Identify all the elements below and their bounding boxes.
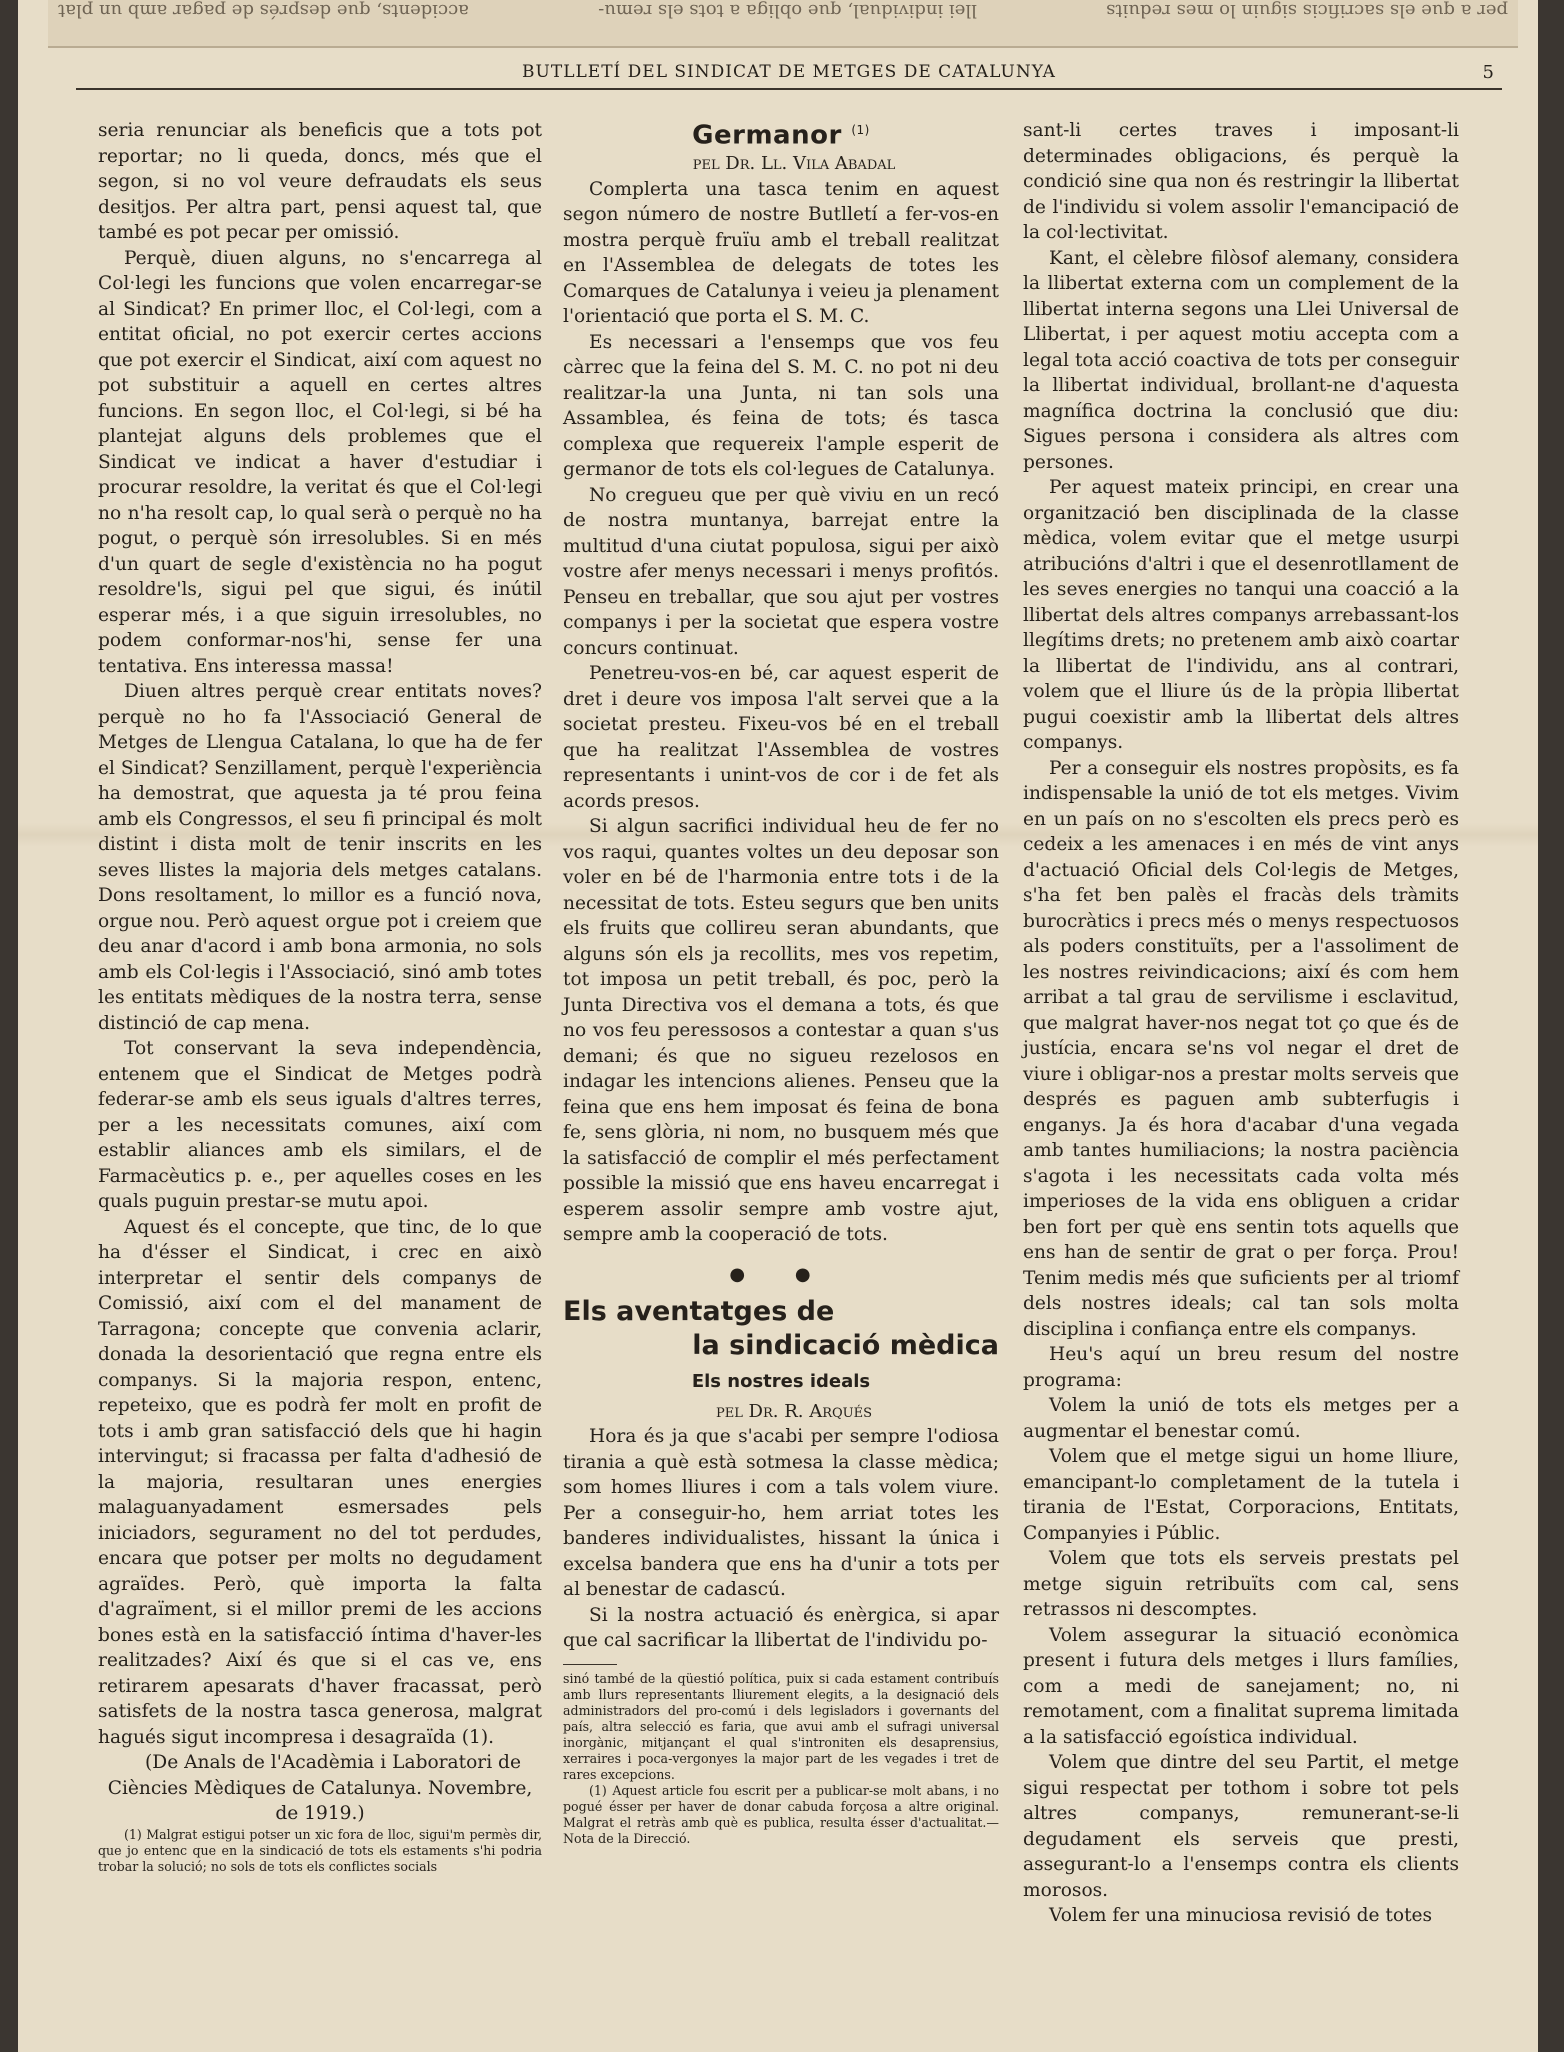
article-byline: pel Dr. Ll. Vila Abadal xyxy=(692,153,896,175)
paragraph: Heu's aquí un breu resum del nostre programa: xyxy=(1023,1344,1459,1391)
footnote-rule xyxy=(563,1664,617,1665)
column-2 xyxy=(563,118,999,1847)
column-3 xyxy=(1023,118,1459,1929)
column-1 xyxy=(98,118,542,1875)
paragraph: Si la nostra actuació és enèrgica, si apar que cal sacrificar la llibertat de l'individu po- xyxy=(563,1604,999,1652)
page-header xyxy=(76,62,1502,90)
paragraph: Hora és ja que s'acabi per sempre l'odiosa tirania a què està sotmesa la classe mèdica; som homes lliures i com a tals volem viure. Per a conseguir-ho, hem arriat totes les banderes individualistes, hissant la única i excelsa bandera que ens ha d'unir a tots per al benestar de cadascú. xyxy=(563,1426,999,1601)
page-number: 5 xyxy=(1482,62,1494,83)
title-note: (1) xyxy=(851,123,870,137)
article-title: Germanor xyxy=(692,120,842,151)
programme-item: Volem que dintre del seu Partit, el metge sigui respectat per tothom i sobre tot pels altres companys, remunerant-se-li degudament els serveis que presti, assegurant-lo a l'ensemps contra els clients morosos. xyxy=(1023,1752,1459,1901)
article-source: (De Anals de l'Acadèmia i Laboratori de Ciències Mèdiques de Catalunya. Novembre, de 1919.) xyxy=(107,1752,533,1824)
paragraph: Diuen altres perquè crear entitats noves? perquè no ho fa l'Associació General de Metges de Llengua Catalana, lo que ha de fer el Sindicat? Senzillament, perquè l'experiència ha demostrat, que aquesta ja té prou feina amb els Congressos, el seu fi principal és molt distint i dista molt de tenir inscrits en les seves llistes la majoria dels metges catalans. Dons resoltament, lo millor es a funció nova, orgue nou. Però aquest orgue pot i creiem que deu anar d'acord i amb bona armonia, no sols amb els Col·legis i l'Associació, sinó amb totes les entitats mèdiques de la nostra terra, sense distinció de cap mena. xyxy=(98,681,542,1034)
bleed-fragment-right: accidents, que després de pagar amb un plat xyxy=(58,0,469,21)
footnote: sinó també de la qüestió política, puix si cada estament contribuís amb llurs representants lliurement elegits, a la designació dels administradors del pro-comú i dels legisladors i governants del país, altra selecció es faria, que avui amb el sufragi universal inorgànic, mitjançant el qual s'introniten els desaprensius, xerraires i poca-vergonyes la major part de les vegades i tret de rares excepcions. xyxy=(563,1670,999,1782)
paragraph: Perquè, diuen alguns, no s'encarrega al Col·legi les funcions que volen encarregar-se al Sindicat? En primer lloc, el Col·legi, com a entitat oficial, no pot exercir certes accions que pot exercir el Sindicat, així com aquest no pot substituir a aquell en certes altres funcions. En segon lloc, el Col·legi, si bé ha plantejat alguns dels problemes que el Sindicat ve indicat a haver d'estudiar i procurar resoldre, la veritat és que el Col·legi no n'ha resolt cap, lo qual serà o perquè no ha pogut, o perquè són irresolubles. Si en més d'un quart de segle d'existència no ha pogut resoldre'ls, sigui pel que sigui, és inútil esperar més, i a que siguin irresolubles, no podem conformar-nos'hi, sense fer una tentativa. Ens interessa massa! xyxy=(98,247,542,677)
headline-line-1: Els aventatges de xyxy=(563,1296,835,1328)
footnote: (1) Malgrat estigui potser un xic fora de lloc, sigui'm permès dir, que jo entenc que en la sindicació de tots els estaments s'hi podria trobar la solució; no sols de tots els conflictes socials xyxy=(98,1826,542,1874)
article-subhead: Els nostres ideals xyxy=(691,1371,871,1393)
paragraph: Per a conseguir els nostres propòsits, es fa indispensable la unió de tot els metges. Vivim en un país on no s'escolten els precs però es cedeix a les amenaces i en més de vint anys d'actuació Oficial dels Col·legis de Metges, s'ha fet ben palès el fracàs dels tràmits burocràtics i precs més o menys respectuosos als poders constituïts, per a l'assoliment de les nostres reivindicacions; així és com hem arribat a tal grau de servilisme i esclavitud, que malgrat haver-nos negat tot ço que és de justícia, encara se'ns vol negar el dret de viure i obligar-nos a prestar molts serveis que després es paguen amb subterfugis i enganys. Ja és hora d'acabar d'una vegada amb tantes humiliacions; la nostra paciència s'agota i les necessitats cada volta més imperioses de la vida ens obliguen a cridar ben fort per què ens sentin tots aquells que ens han de sentir de grat o per força. Prou! Tenim medis més que suficients per al triomf dels nostres ideals; cal tan sols molta disciplina i confiança entre els companys. xyxy=(1023,757,1459,1340)
programme-item: Volem la unió de tots els metges per a augmentar el benestar comú. xyxy=(1023,1395,1459,1442)
paragraph: Aquest és el concepte, que tinc, de lo que ha d'ésser el Sindicat, i crec en això interpretar el sentir dels companys de Comissió, així com el del manament de Tarragona; concepte que convenia aclarir, donada la desorientació que regna entre els companys. Si la majoria respon, entenc, repeteixo, que es podrà fer molt en profit de tots i amb gran satisfacció dels que hi hagin intervingut; si fracassa per falta d'adhesió de la majoria, resultaran unes energies malaguanyadament esmersades pels iniciadors, segurament no del tot perdudes, encara que potser per molts no degudament agraïdes. Però, què importa la falta d'agraïment, si el millor premi de les accions bones està en la satisfacció íntima d'haver-les realitzades? Així és que si el cas ve, ens retirarem apesarats d'haver fracassat, però satisfets de la nostra tasca generosa, malgrat hagués sigut incompresa i desagraïda (1). xyxy=(98,1216,542,1748)
paragraph: Es necessari a l'ensemps que vos feu càrrec que la feina del S. M. C. no pot ni deu realitzar-la una Junta, ni tan sols una Assamblea, és feina de tots; és tasca complexa que requereix l'ample esperit de germanor de tots els col·legues de Catalunya. xyxy=(563,331,999,481)
paragraph: Penetreu-vos-en bé, car aquest esperit de dret i deure vos imposa l'alt servei que a la societat presteu. Fixeu-vos bé en el treball que ha realitzat l'Assemblea de vostres representants i unint-vos de cor i de fet als acords presos. xyxy=(563,663,999,812)
programme-item: Volem que el metge sigui un home lliure, emancipant-lo completament de la tutela i tirania de l'Estat, Corporacions, Entitats, Companyies i Públic. xyxy=(1023,1446,1459,1544)
programme-item: Volem assegurar la situació econòmica present i futura dels metges i llurs famílies, com a medi de sanejament; no, ni remotament, com a finalitat suprema limitada a la satisfacció egoística individual. xyxy=(1023,1624,1459,1748)
bleed-fragment-left: per a que els sacrificis siguin lo mes reduits xyxy=(1106,0,1508,21)
paragraph: Kant, el cèlebre filòsof alemany, considera la llibertat externa com un complement de la llibertat interna segons una Llei Universal de Llibertat, i per aquest motiu accepta com a legal tota acció coactiva de tots per conseguir la llibertat individual, brollant-ne d'aquesta magnífica doctrina la conclusió que diu: Sigues persona i considera als altres com persones. xyxy=(1023,247,1459,473)
programme-item: Volem que tots els serveis prestats pel metge siguin retribuïts com cal, sens retrassos ni descomptes. xyxy=(1023,1548,1459,1620)
paragraph: Si algun sacrifici individual heu de fer no vos raqui, quantes voltes un deu deposar son voler en bé de l'harmonia entre tots i de la necessitat de tots. Esteu segurs que ben units els fruits que collireu seran abundants, que alguns són els ja recollits, mes vos repetim, tot imposa un petit treball, és poc, però la Junta Directiva vos el demana a tots, és que no vos feu peressosos a contestar a quan s'us demani; és que no sigueu rezelosos en indagar les intencions alienes. Penseu que la feina que ens hem imposat és feina de bona fe, sens glòria, ni nom, no busquem més que la satisfacció de complir el més perfectament possible la missió que ens haveu encarregat i esperem assolir sempre amb vostre ajut, sempre amb la cooperació de tots. xyxy=(563,816,999,1246)
footnote: (1) Aquest article fou escrit per a publicar-se molt abans, i no pogué ésser per haver de donar cabuda forçosa a altre original. Malgrat el retràs amb què es publica, resulta ésser d'actualitat.—Nota de la Direcció. xyxy=(563,1782,999,1846)
previous-page-bleed xyxy=(48,0,1518,48)
newspaper-page xyxy=(18,0,1538,2052)
article-title-germanor xyxy=(563,118,999,149)
bleed-text xyxy=(48,0,1518,27)
paragraph: Per aquest mateix principi, en crear una organització ben disciplinada de la classe mèdica, volem evitar que el metge usurpi atribucións d'altri i que el desenrotllament de les seves energies no tanqui una coacció a la llibertat dels altres companys arrebassant-los llegítims drets; no pretenem amb això coartar la llibertat de l'individu, ans al contrari, volem que el lliure ús de la pròpia llibertat pugui coexistir amb la llibertat dels altres companys. xyxy=(1023,477,1459,753)
section-ornament: ● ● xyxy=(729,1263,833,1285)
headline-line-2: la sindicació mèdica xyxy=(692,1330,999,1362)
paragraph: sant-li certes traves i imposant-li determinades obligacions, és perquè la condició sine qua non és restringir la llibertat de l'individu si volem assolir l'emancipació de la col·lectivitat. xyxy=(1023,120,1459,243)
paragraph: Tot conservant la seva independència, entenem que el Sindicat de Metges podrà federar-se amb els seus iguals d'altres terres, per a les necessitats comunes, així com establir aliances amb els similars, el de Farmacèutics p. e., per aquelles coses en les quals puguin prestar-se mutu apoi. xyxy=(98,1038,542,1212)
paragraph: No cregueu que per què viviu en un recó de nostra muntanya, barrejat entre la multitud d'una ciutat populosa, sigui per això vostre afer menys necessari i menys profitós. Penseu en treballar, que sou ajut per vostres companys i per la societat que espera vostre concurs continuat. xyxy=(563,484,999,659)
paragraph: Complerta una tasca tenim en aquest segon número de nostre Butlletí a fer-vos-en mostra perquè fruïu amb el treball realitzat en l'Assemblea de delegats de totes les Comarques de Catalunya i veieu ja plenament l'orientació que porta el S. M. C. xyxy=(563,178,999,328)
article-byline-2: pel Dr. R. Arqués xyxy=(715,1400,873,1422)
programme-item: Volem fer una minuciosa revisió de totes xyxy=(1049,1905,1433,1926)
paragraph: seria renunciar als beneficis que a tots pot reportar; no li queda, doncs, més que el segon, si no vol veure defraudats els seus desitjos. Per altra part, pensi aquest tal, que també es pot pecar per omissió. xyxy=(98,120,542,243)
running-title: BUTLLETÍ DEL SINDICAT DE METGES DE CATALUNYA xyxy=(522,62,1056,82)
bleed-fragment-center: llei individual, que obliga a tots els remu- xyxy=(598,0,977,21)
